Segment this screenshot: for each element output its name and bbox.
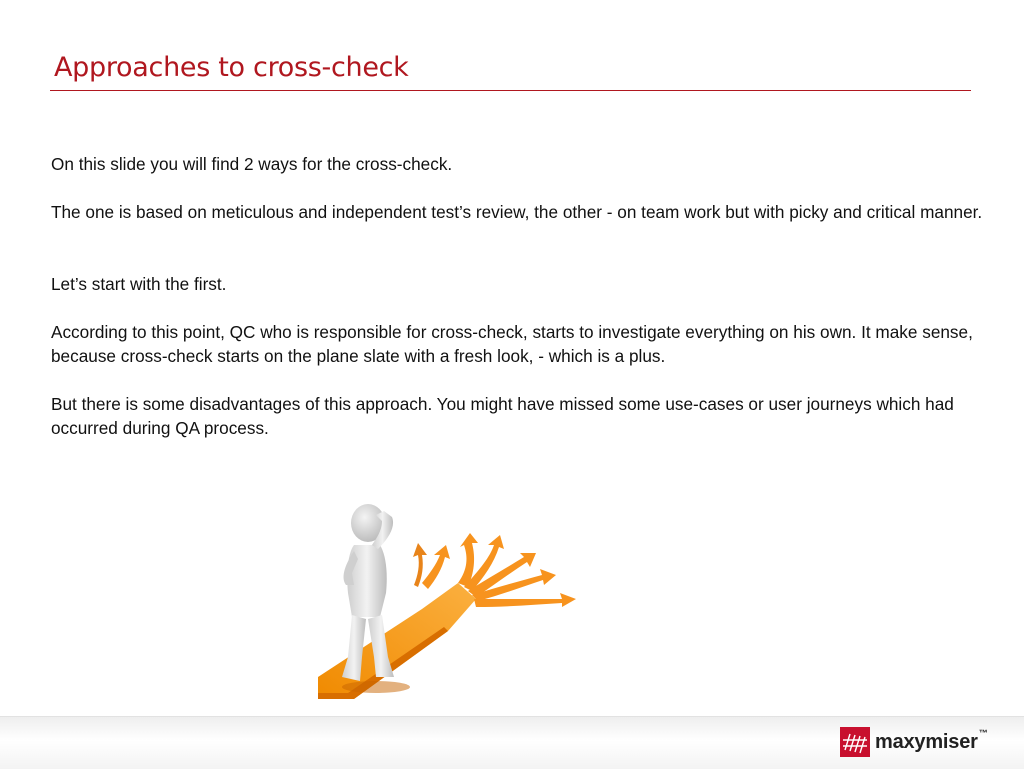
brand-name: maxymiser bbox=[875, 730, 978, 753]
slide-title: Approaches to cross-check bbox=[54, 52, 409, 83]
body-paragraph: According to this point, QC who is responsible for cross-check, starts to investigate everything on his own. It make sense, because cross-check starts on the plane slate with a fresh look, - which is a plus. bbox=[51, 322, 973, 366]
trademark-symbol: ™ bbox=[978, 728, 988, 738]
crossroads-illustration bbox=[318, 481, 593, 699]
body-paragraph: On this slide you will find 2 ways for the cross-check. bbox=[51, 154, 453, 174]
body-paragraph: The one is based on meticulous and independent test’s review, the other - on team work but with picky and critical manner. bbox=[51, 202, 983, 222]
brand-logo bbox=[840, 726, 988, 758]
maxymiser-logo-icon bbox=[840, 727, 870, 757]
body-paragraph: Let’s start with the first. bbox=[51, 274, 227, 294]
figure-at-crossroads-arrows-icon bbox=[318, 481, 593, 699]
slide-body bbox=[51, 152, 1001, 440]
body-paragraph: But there is some disadvantages of this approach. You might have missed some use-cases or user journeys which had occurred during QA process. bbox=[51, 394, 954, 438]
title-underline bbox=[50, 90, 971, 91]
